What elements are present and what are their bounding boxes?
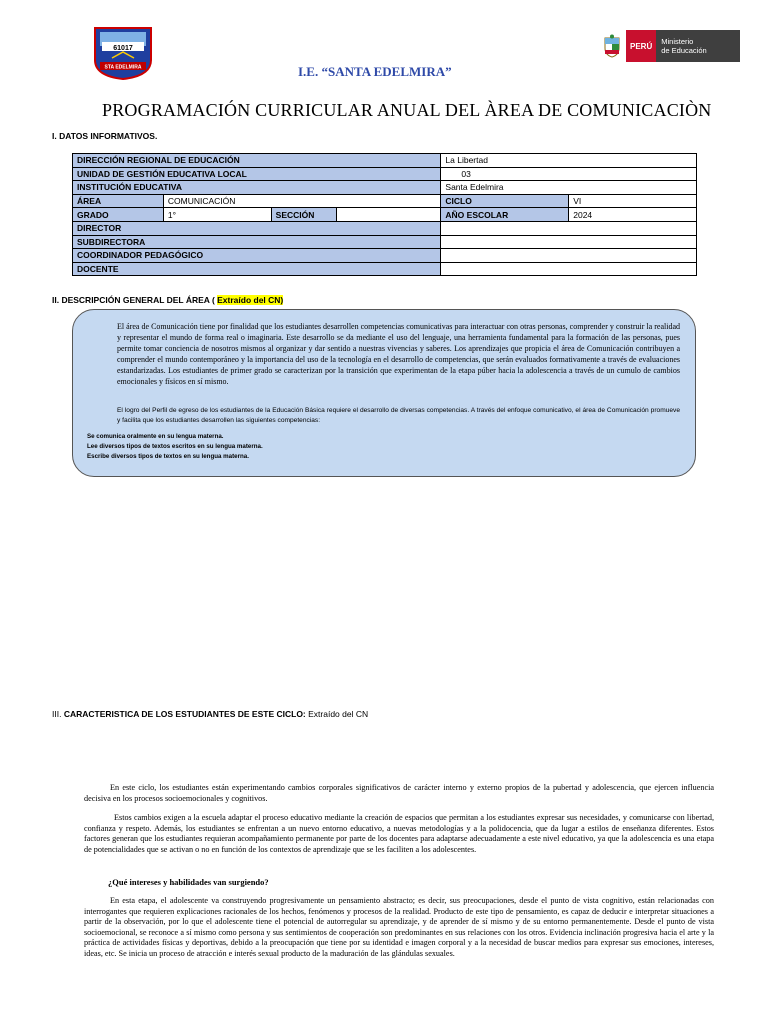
seccion-value-cell[interactable]: [336, 208, 441, 222]
table-row: [73, 208, 697, 222]
ciclo-label: CICLO: [441, 194, 569, 208]
competencia-item: Lee diversos tipos de textos escritos en su lengua materna.: [87, 443, 263, 450]
section3-heading-bold: CARACTERISTICA DE LOS ESTUDIANTES DE ESTE CICLO:: [63, 709, 306, 719]
table-row: [73, 235, 697, 249]
section3-heading-suffix: Extraído del CN: [305, 709, 369, 719]
area-label: ÁREA: [73, 194, 164, 208]
crest-name-text: STA EDELMIRA: [104, 64, 142, 71]
ministry-line2: de Educación: [661, 46, 707, 55]
table-row: [73, 262, 697, 276]
ministry-line1: Ministerio: [661, 37, 694, 46]
coordinador-label: COORDINADOR PEDAGÓGICO: [73, 249, 441, 263]
section3-question: ¿Qué intereses y habilidades van surgiendo?: [108, 877, 269, 887]
ie-value-cell[interactable]: Santa Edelmira: [441, 181, 697, 195]
anio-label: AÑO ESCOLAR: [441, 208, 569, 222]
table-row: [73, 181, 697, 195]
director-value-cell[interactable]: [441, 221, 697, 235]
director-label: DIRECTOR: [73, 221, 441, 235]
document-title: PROGRAMACIÓN CURRICULAR ANUAL DEL ÀREA DE COMUNICACIÒN: [102, 100, 712, 120]
perfil-egreso-paragraph: El logro del Perfil de egreso de los estudiantes de la Educación Básica requiere el desarrollo de diversas competencias. A través del enfoque comunicativo, el área de Comunicación promueve y facilita que los estudiantes desarrollen las siguientes competencias:: [117, 407, 680, 424]
section3-paragraph: En este ciclo, los estudiantes están experimentando cambios corporales significativos de carácter interno y externo propios de la pubertad y adolescencia, que ejercen influencia decisiva en los procesos socioemocionales y cognitivos.: [84, 783, 714, 803]
dre-label: DIRECCIÓN REGIONAL DE EDUCACIÓN: [73, 154, 441, 168]
section3-heading: [52, 709, 368, 719]
docente-label: DOCENTE: [73, 262, 441, 276]
anio-value-cell[interactable]: 2024: [569, 208, 697, 222]
seccion-label: SECCIÓN: [271, 208, 336, 222]
school-name: I.E. “SANTA EDELMIRA”: [298, 64, 452, 79]
section2-heading-highlight: Extraído del CN): [217, 295, 284, 305]
coordinador-value-cell[interactable]: [441, 249, 697, 263]
crest-number-text: 61017: [113, 45, 133, 52]
ciclo-value-cell[interactable]: VI: [569, 194, 697, 208]
table-row: [73, 249, 697, 263]
section3-paragraph: Estos cambios exigen a la escuela adaptar el proceso educativo mediante la creación de espacios que permitan a los estudiantes expresar sus necesidades, y comunicarse con libertad, confianza y respeto. Además, los estudiantes se enfrentan a un nuevo entorno educativo, a nuevas metodologías y a la polidocencia, que da lugar a estilos de enseñanza diferentes. Estos factores generan que los estudiantes requieran acompañamiento permanente por parte de los docentes para adaptarse adecuadamente a este nivel educativo, ya que la adolescencia es una etapa de potencialidades que se activan o no en función de los contextos de aprendizaje que se les faciliten a los adolescentes.: [84, 813, 714, 854]
dre-value-cell[interactable]: La Libertad: [441, 154, 697, 168]
section1-heading: I. DATOS INFORMATIVOS.: [52, 131, 158, 141]
area-description-paragraph: El área de Comunicación tiene por finalidad que los estudiantes desarrollen competencias comunicativas para interactuar con otras personas, comprender y construir la realidad y representar el mundo de forma real o imaginaria. Este desarrollo se da mediante el uso del lenguaje, una herramienta fundamental para la formación de las personas, pues permite tomar conciencia de nosotros mismos al organizar y dar sentido a nuestras vivencias y saberes. Los aprendizajes que propicia el área de Comunicación contribuyen a comprender el mundo contemporáneo y la importancia del uso de la tecnología en el desarrollo de competencias, que serán evaluados formativamente a través de evaluaciones estandarizadas. Los estudiantes de primer grado se caracterizan por la transición que experimentan de la etapa púber hacia la adolescencia a través de un cumulo de cambios emocionales y físicos en sí mismo.: [117, 322, 680, 386]
ministry-logo: [598, 30, 740, 62]
docente-value-cell[interactable]: [441, 262, 697, 276]
peru-label: PERÚ: [626, 30, 656, 62]
ugel-label: UNIDAD DE GESTIÓN EDUCATIVA LOCAL: [73, 167, 441, 181]
section3-heading-prefix: III.: [52, 709, 64, 719]
ugel-value-cell[interactable]: 03: [441, 167, 697, 181]
grado-label: GRADO: [73, 208, 164, 222]
competencia-item: Escribe diversos tipos de textos en su lengua materna.: [87, 453, 249, 460]
section2-heading: [52, 295, 283, 305]
ie-label: INSTITUCIÓN EDUCATIVA: [73, 181, 441, 195]
table-row: [73, 194, 697, 208]
competencia-item: Se comunica oralmente en su lengua materna.: [87, 433, 224, 440]
table-row: [73, 221, 697, 235]
subdirectora-label: SUBDIRECTORA: [73, 235, 441, 249]
section3-paragraph: En esta etapa, el adolescente va construyendo progresivamente un pensamiento abstracto; es decir, sus preocupaciones, desde el punto de vista cognitivo, están relacionadas con interrogantes que requieren explicaciones racionales de los hechos, fenómenos y procesos de la realidad. Producto de este tipo de pensamiento, es capaz de deducir e interpretar situaciones a partir de la observación, por lo que el adolescente tiene el potencial de autorregular su aprendizaje, y de aprender de sí mismo y de su entorno permanentemente. Desde el punto de vista socioemocional, se reconoce a sí mismo como persona y sus sentimientos de cooperación son predominantes en sus relaciones con los otros. Evidencia inclinación progresiva hacia el arte y la práctica de actividades físicas y deportivas, debido a la preocupación que tiene por su identidad e imagen corporal y a la necesidad de buscar medios para expresar sus emociones, intereses, ideas, etc. Se inicia un proceso de atracción e interés sexual producto de la maduración de las glándulas sexuales.: [84, 896, 714, 958]
table-row: [73, 154, 697, 168]
area-value-cell[interactable]: COMUNICACIÓN: [163, 194, 441, 208]
section2-heading-text: II. DESCRIPCIÓN GENERAL DEL ÁREA (: [52, 295, 218, 305]
peru-shield-icon: [598, 30, 626, 62]
table-row: [73, 167, 697, 181]
ministry-label: [656, 37, 706, 55]
datos-informativos-table: [72, 153, 697, 276]
area-description-box: [72, 309, 696, 477]
school-crest-logo: [92, 24, 154, 80]
grado-value-cell[interactable]: 1°: [163, 208, 271, 222]
subdirectora-value-cell[interactable]: [441, 235, 697, 249]
